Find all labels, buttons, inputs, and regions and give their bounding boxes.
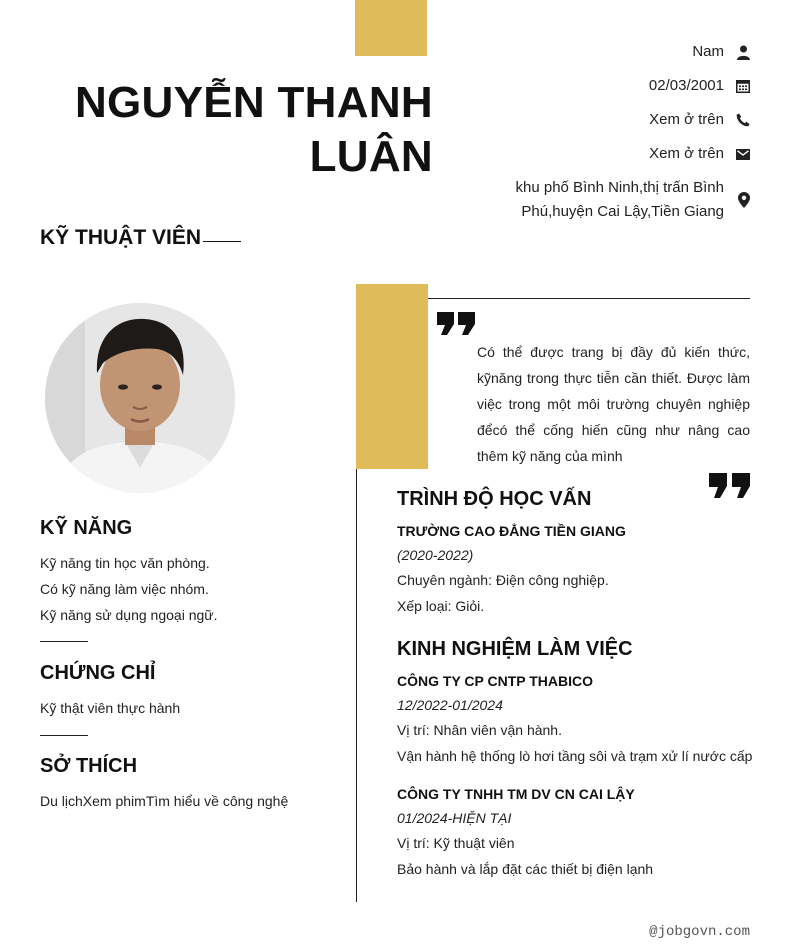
candidate-name-line2: LUÂN xyxy=(309,132,433,181)
hobbies-text: Du lịchXem phimTìm hiểu về công nghệ xyxy=(40,793,289,809)
list-item: Kỹ năng tin học văn phòng. xyxy=(40,555,210,571)
mail-icon xyxy=(728,149,750,160)
education-major: Chuyên ngành: Điện công nghiệp. xyxy=(397,572,609,588)
calendar-icon xyxy=(728,79,750,93)
job-company: CÔNG TY CP CNTP THABICO xyxy=(397,673,594,689)
birthdate-text: 02/03/2001 xyxy=(648,77,724,94)
address-line2: Phú,huyện Cai Lậy,Tiền Giang xyxy=(521,203,724,220)
contact-gender xyxy=(692,40,750,64)
skills-title: KỸ NĂNG xyxy=(40,517,133,539)
candidate-name-line1: NGUYỄN THANH xyxy=(74,78,433,127)
phone-text: Xem ở trên xyxy=(649,111,724,128)
list-item: Kỹ thật viên thực hành xyxy=(40,700,181,716)
address-text xyxy=(516,176,724,224)
job-title-text: KỸ THUẬT VIÊN xyxy=(40,226,202,249)
job-title xyxy=(40,226,241,250)
job-title-underline xyxy=(203,241,241,242)
job-position: Vị trí: Nhân viên vận hành. xyxy=(397,722,562,738)
job-company: CÔNG TY TNHH TM DV CN CAI LẬY xyxy=(397,786,635,802)
address-line1: khu phố Bình Ninh,thị trấn Bình xyxy=(515,179,724,196)
candidate-name xyxy=(40,76,433,184)
list-item: Có kỹ năng làm việc nhóm. xyxy=(40,581,209,597)
open-quote-icon xyxy=(437,312,475,341)
gender-text: Nam xyxy=(692,43,724,60)
top-accent-block xyxy=(355,0,427,56)
section-divider xyxy=(40,641,88,642)
contact-phone xyxy=(649,108,750,132)
email-text: Xem ở trên xyxy=(649,145,724,162)
section-divider xyxy=(40,735,88,736)
quote-top-divider xyxy=(428,298,750,299)
education-period: (2020-2022) xyxy=(397,547,474,563)
education-details xyxy=(397,567,757,619)
phone-icon xyxy=(728,113,750,127)
job-details xyxy=(397,717,757,769)
footer-credit: @jobgovn.com xyxy=(649,924,750,940)
profile-photo xyxy=(45,303,235,493)
career-objective: Có thể được trang bị đầy đủ kiến thức, kỹnăng trong thực tiễn cần thiết. Được làm việc trong một môi trường chuyên nghiệp đểcó thể cống hiến cũng như nâng cao thêm kỹ năng của mình xyxy=(477,344,750,464)
column-divider xyxy=(356,469,357,902)
contact-birthdate xyxy=(649,74,750,98)
job-details xyxy=(397,830,757,882)
contact-address xyxy=(516,176,750,224)
profile-photo-portrait xyxy=(45,303,235,493)
job-position: Vị trí: Kỹ thuật viên xyxy=(397,835,515,851)
skills-list xyxy=(40,550,218,628)
list-item: Kỹ năng sử dụng ngoại ngữ. xyxy=(40,607,218,623)
location-pin-icon xyxy=(728,192,750,208)
job-period: 01/2024-HIỆN TẠI xyxy=(397,810,512,826)
job-period: 12/2022-01/2024 xyxy=(397,697,503,713)
certificates-title: CHỨNG CHỈ xyxy=(40,662,156,684)
job-description: Vận hành hệ thống lò hơi tầng sôi và trạm xử lí nước cấp xyxy=(397,748,753,764)
education-grade: Xếp loại: Giỏi. xyxy=(397,598,485,614)
quote-accent-block xyxy=(356,284,428,469)
person-icon xyxy=(728,45,750,60)
education-title: TRÌNH ĐỘ HỌC VẤN xyxy=(397,488,592,510)
contact-email xyxy=(649,142,750,166)
school-name: TRƯỜNG CAO ĐẲNG TIỀN GIANG xyxy=(397,523,626,539)
job-description: Bảo hành và lắp đặt các thiết bị điện lạnh xyxy=(397,861,654,877)
hobbies-title: SỞ THÍCH xyxy=(40,755,138,777)
experience-title: KINH NGHIỆM LÀM VIỆC xyxy=(397,638,633,660)
certificates-list xyxy=(40,695,180,721)
